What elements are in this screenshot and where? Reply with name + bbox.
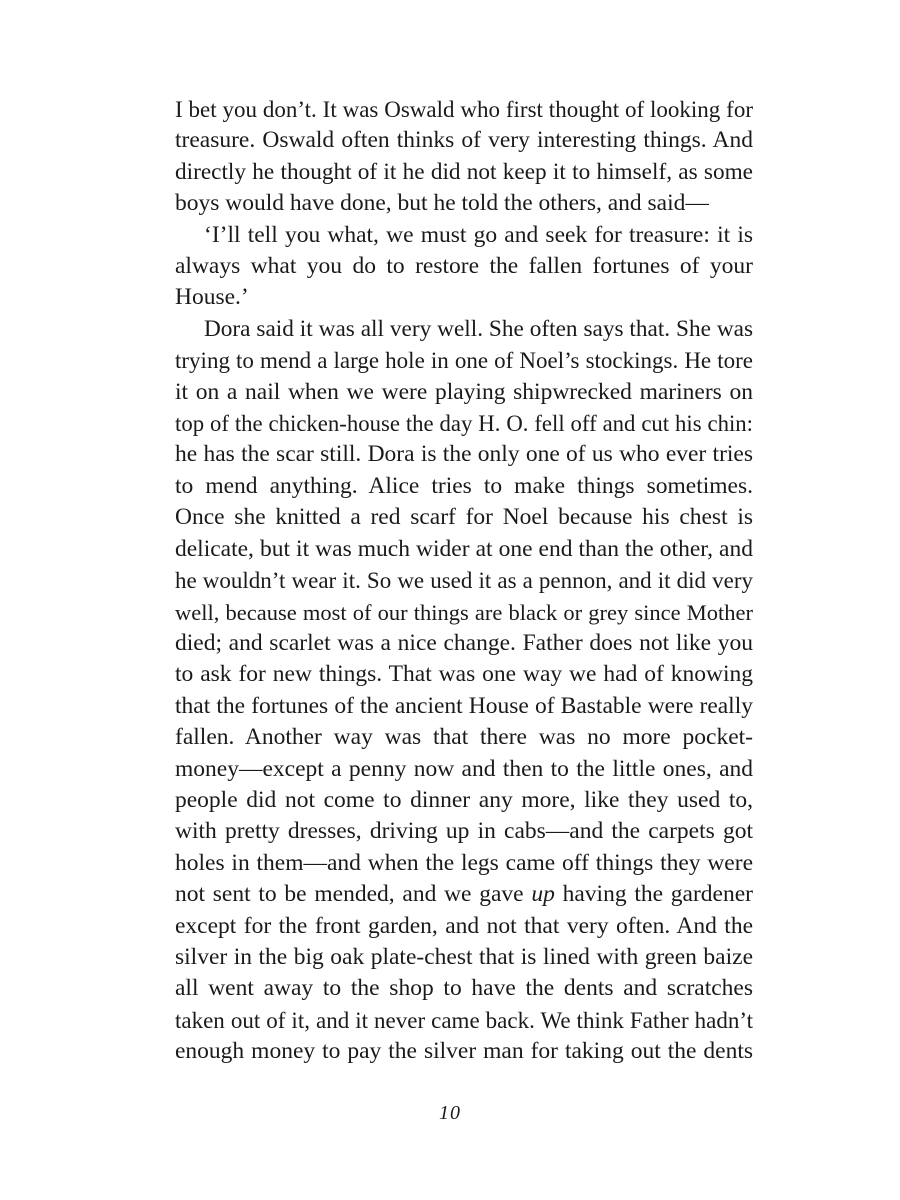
text-line: all went away to the shop to have the dents and scratches: [175, 975, 753, 1002]
text-line: that the fortunes of the ancient House of Bastable were really: [175, 692, 753, 719]
text-line: trying to mend a large hole in one of Noel’s stockings. He tore: [175, 348, 753, 374]
emphasized-word: up: [531, 881, 555, 908]
text-line: holes in them—and when the legs came off things they were: [175, 849, 753, 876]
text-line: he has the scar still. Dora is the only one of us who ever tries: [175, 441, 753, 468]
text-line: to mend anything. Alice tries to make things sometimes.: [175, 472, 753, 499]
text-fragment: having the gardener: [554, 881, 753, 908]
text-line: always what you do to restore the fallen fortunes of your: [175, 253, 753, 280]
text-line: people did not come to dinner any more, like they used to,: [175, 786, 753, 813]
text-line-with-emphasis: [175, 879, 753, 910]
text-line: directly he thought of it he did not keep it to himself, as some: [175, 158, 753, 185]
text-line: died; and scarlet was a nice change. Father does not like you: [175, 629, 753, 656]
page-number: 10: [439, 1102, 461, 1124]
text-line: it on a nail when we were playing shipwrecked mariners on: [175, 378, 753, 405]
text-line: top of the chicken-house the day H. O. fell off and cut his chin:: [175, 411, 753, 437]
text-line: enough money to pay the silver man for taking out the dents: [175, 1038, 753, 1065]
text-line: Dora said it was all very well. She often says that. She was: [204, 315, 753, 342]
text-line: silver in the big oak plate-chest that is lined with green baize: [175, 943, 753, 970]
text-line: House.’: [175, 284, 249, 311]
text-line: with pretty dresses, driving up in cabs—and the carpets got: [175, 818, 753, 845]
text-line: treasure. Oswald often thinks of very interesting things. And: [175, 127, 753, 154]
text-line: fallen. Another way was that there was no more pocket-: [175, 724, 753, 751]
paragraph-1: [175, 94, 753, 220]
text-fragment: not sent to be mended, and we gave: [175, 881, 532, 908]
text-line: taken out of it, and it never came back. We think Father hadn’t: [175, 1007, 753, 1033]
text-line: well, because most of our things are black or grey since Mother: [175, 599, 753, 625]
text-line: Once she knitted a red scarf for Noel because his chest is: [175, 504, 753, 531]
text-line: boys would have done, but he told the others, and said—: [175, 190, 709, 217]
text-line: I bet you don’t. It was Oswald who first thought of looking for: [175, 97, 753, 122]
text-line: except for the front garden, and not that very often. And the: [175, 912, 753, 939]
text-line: he wouldn’t wear it. So we used it as a pennon, and it did very: [175, 568, 753, 594]
text-line: delicate, but it was much wider at one end than the other, and: [175, 535, 753, 562]
text-line: ‘I’ll tell you what, we must go and seek for treasure: it is: [204, 221, 753, 248]
paragraph-3: [175, 314, 753, 1068]
text-line: to ask for new things. That was one way we had of knowing: [175, 661, 753, 688]
text-line: money—except a penny now and then to the little ones, and: [175, 755, 753, 782]
body-text: [175, 94, 753, 1068]
paragraph-2: [175, 220, 753, 314]
